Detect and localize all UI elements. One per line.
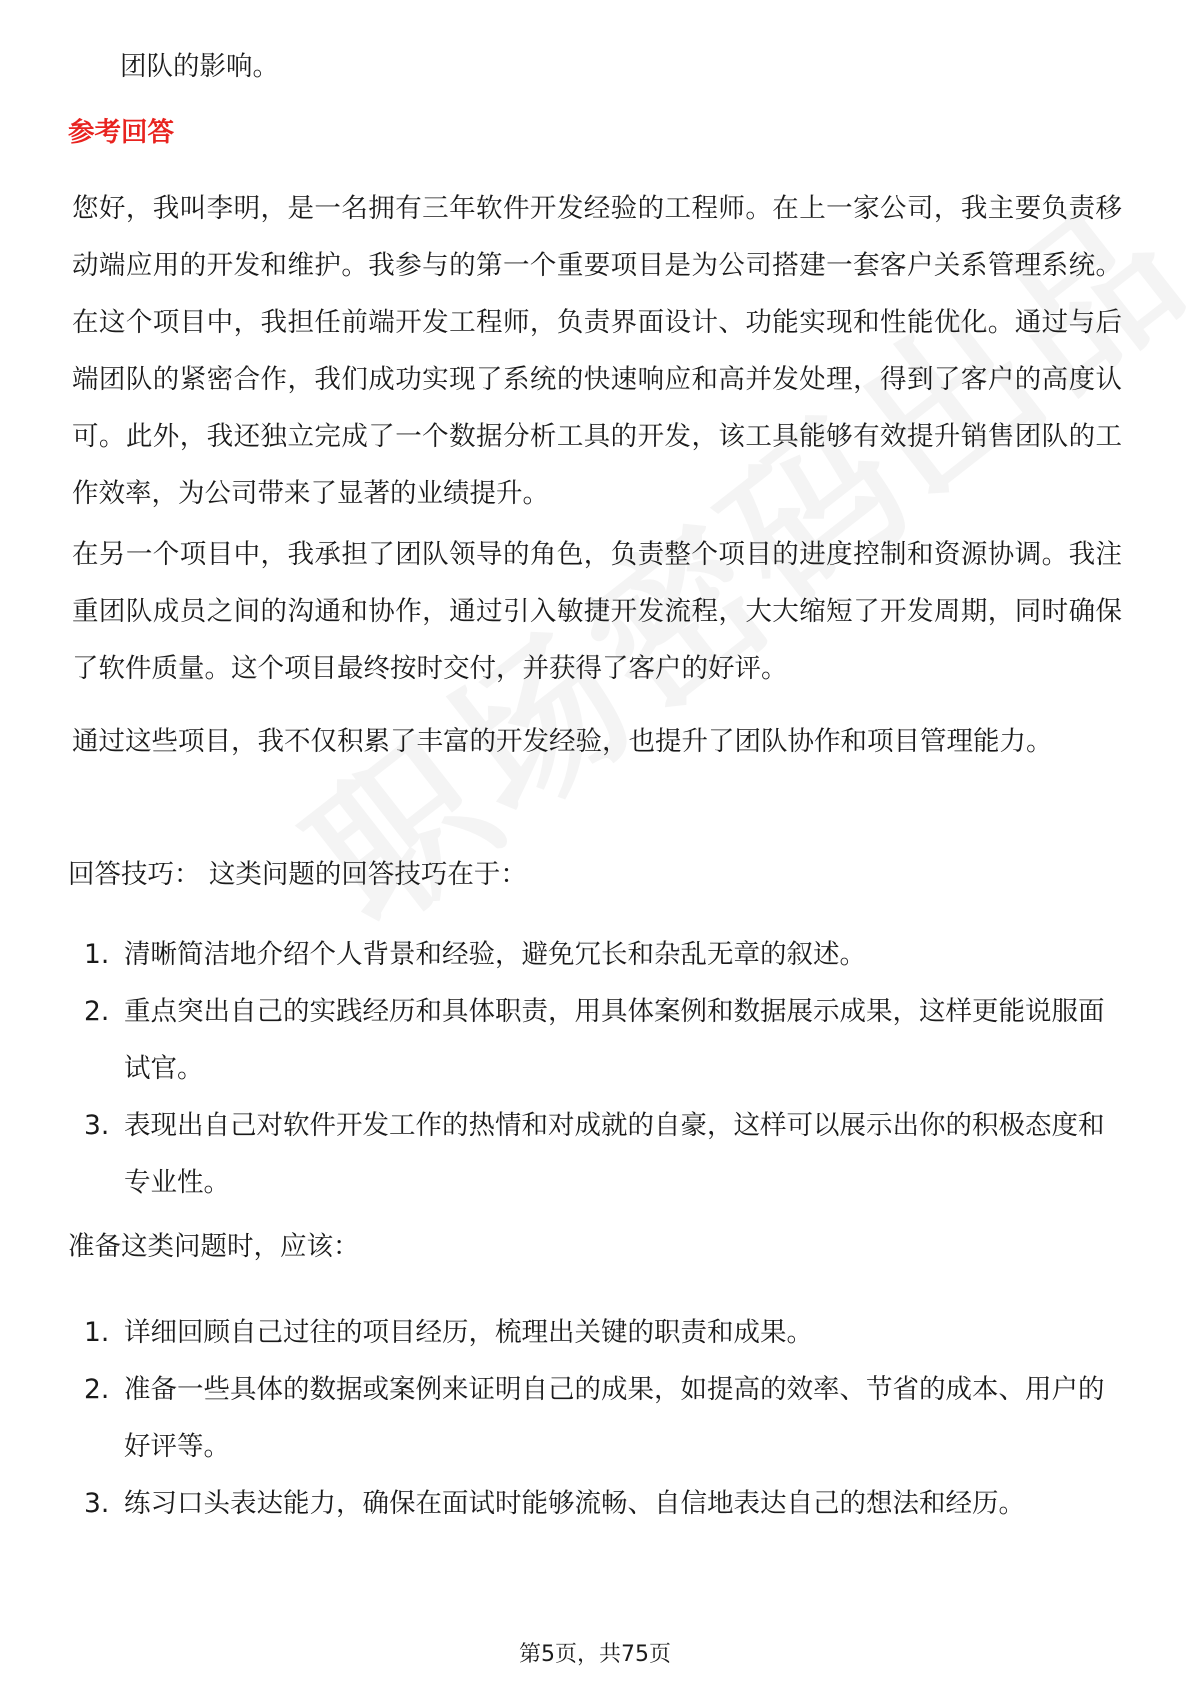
list-item <box>72 1361 1122 1475</box>
list-number: 3. <box>84 1488 110 1519</box>
continuation-text: 团队的影响。 <box>120 51 279 82</box>
section-heading: 参考回答 <box>68 117 174 148</box>
list-text: 练习口头表达能力，确保在面试时能够流畅、自信地表达自己的想法和经历。 <box>124 1488 1025 1519</box>
list-text: 表现出自己对软件开发工作的热情和对成就的自豪，这样可以展示出你的积极态度和专业性。 <box>124 1110 1105 1198</box>
list-number: 3. <box>84 1110 110 1141</box>
list-item <box>72 1304 1122 1361</box>
prep-list <box>72 1304 1122 1532</box>
list-item <box>72 1475 1122 1532</box>
list-item <box>72 983 1122 1097</box>
list-item <box>72 926 1122 983</box>
answer-paragraph-1: 您好，我叫李明，是一名拥有三年软件开发经验的工程师。在上一家公司，我主要负责移动端应用的开发和维护。我参与的第一个重要项目是为公司搭建一套客户关系管理系统。在这个项目中，我担任前端开发工程师，负责界面设计、功能实现和性能优化。通过与后端团队的紧密合作，我们成功实现了系统的快速响应和高并发处理，得到了客户的高度认可。此外，我还独立完成了一个数据分析工具的开发，该工具能够有效提升销售团队的工作效率，为公司带来了显著的业绩提升。 <box>72 193 1122 509</box>
list-text: 准备一些具体的数据或案例来证明自己的成果，如提高的效率、节省的成本、用户的好评等。 <box>124 1374 1105 1462</box>
list-number: 2. <box>84 996 110 1027</box>
list-text: 重点突出自己的实践经历和具体职责，用具体案例和数据展示成果，这样更能说服面试官。 <box>124 996 1105 1084</box>
prep-intro: 准备这类问题时，应该： <box>68 1231 360 1262</box>
tips-intro: 回答技巧： 这类问题的回答技巧在于： <box>68 859 527 890</box>
list-number: 1. <box>84 1317 110 1348</box>
list-text: 清晰简洁地介绍个人背景和经验，避免冗长和杂乱无章的叙述。 <box>124 939 866 970</box>
list-number: 1. <box>84 939 110 970</box>
answer-paragraph-2: 在另一个项目中，我承担了团队领导的角色，负责整个项目的进度控制和资源协调。我注重团队成员之间的沟通和协作，通过引入敏捷开发流程，大大缩短了开发周期，同时确保了软件质量。这个项目最终按时交付，并获得了客户的好评。 <box>72 539 1122 684</box>
answer-paragraph-3: 通过这些项目，我不仅积累了丰富的开发经验，也提升了团队协作和项目管理能力。 <box>72 726 1053 757</box>
list-text: 详细回顾自己过往的项目经历，梳理出关键的职责和成果。 <box>124 1317 813 1348</box>
tips-list <box>72 926 1122 1211</box>
list-item <box>72 1097 1122 1211</box>
list-number: 2. <box>84 1374 110 1405</box>
page-footer: 第5页，共75页 <box>519 1642 671 1667</box>
